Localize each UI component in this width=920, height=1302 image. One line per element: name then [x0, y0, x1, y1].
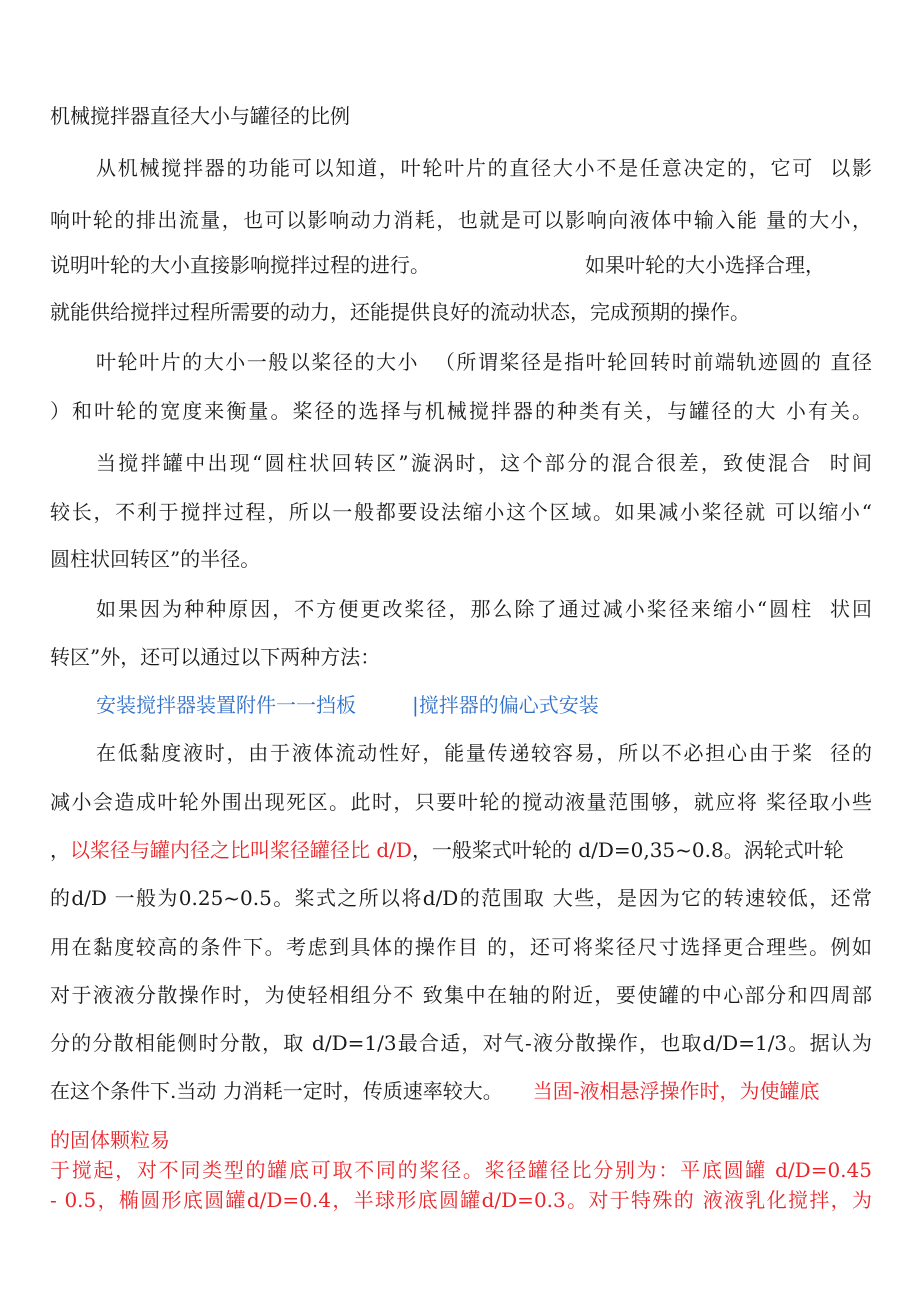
- paragraph-5-line-6: 对于液液分散操作时，为使轻相组分不 致集中在轴的附近，要使罐的中心部分和四周部: [50, 983, 872, 1007]
- paragraph-3-line-1: 当搅拌罐中出现“圆柱状回转区”漩涡时，这个部分的混合很差，致使混合 时间: [96, 451, 872, 475]
- line-3-comma: ，: [50, 838, 70, 862]
- paragraph-4-line-1: 如果因为种种原因，不方便更改桨径，那么除了通过减小桨径来缩小“圆柱 状回: [96, 597, 872, 621]
- paragraph-2-line-2: ）和叶轮的宽度来衡量。桨径的选择与机械搅拌器的种类有关，与罐径的大 小有关。: [50, 399, 872, 423]
- paragraph-5-line-8: [50, 1076, 872, 1106]
- method-eccentric-link[interactable]: |搅拌器的偏心式安装: [412, 693, 599, 717]
- paragraph-5-line-11: - 0.5，椭圆形底圆罐d/D=0.4，半球形底圆罐d/D=0.3。对于特殊的 液液乳化搅拌，为: [50, 1188, 872, 1212]
- paragraph-5-line-2: 减小会造成叶轮外围出现死区。此时，只要叶轮的搅动液量范围够，就应将 桨径取小些: [50, 790, 872, 814]
- paragraph-2-line-1: 叶轮叶片的大小一般以桨径的大小 （所谓桨径是指叶轮回转时前端轨迹圆的 直径: [96, 350, 872, 374]
- paragraph-1-line-4: 就能供给搅拌过程所需要的动力，还能提供良好的流动状态，完成预期的操作。: [50, 300, 750, 324]
- paragraph-1-line-1: 从机械搅拌器的功能可以知道，叶轮叶片的直径大小不是任意决定的，它可 以影: [96, 156, 872, 180]
- paragraph-1-line-3a: 说明叶轮的大小直接影响搅拌过程的进行。: [50, 253, 430, 277]
- paragraph-4-line-2: 转区”外，还可以通过以下两种方法：: [50, 645, 381, 669]
- paragraph-3-line-2: 较长，不利于搅拌过程，所以一般都要设法缩小这个区域。如果减小桨径就 可以缩小“: [50, 500, 872, 524]
- paragraph-5-line-9: 的固体颗粒易: [50, 1128, 170, 1152]
- paragraph-5-line-1: 在低黏度液时，由于液体流动性好，能量传递较容易，所以不必担心由于桨 径的: [96, 741, 872, 765]
- line-3-rest: ，一般桨式叶轮的 d/D=0,35~0.8。涡轮式叶轮: [411, 838, 844, 862]
- paragraph-1-line-2: 响叶轮的排出流量，也可以影响动力消耗，也就是可以影响向液体中输入能 量的大小，: [50, 208, 872, 232]
- method-baffle-link[interactable]: 安装搅拌器装置附件一一挡板: [96, 693, 356, 717]
- paragraph-5-line-5: 用在黏度较高的条件下。考虑到具体的操作目 的，还可将桨径尺寸选择更合理些。例如: [50, 935, 872, 959]
- paragraph-5-line-10: 于搅起，对不同类型的罐底可取不同的桨径。桨径罐径比分别为：平底圆罐 d/D=0.45: [50, 1158, 872, 1182]
- page-title: 机械搅拌器直径大小与罐径的比例: [50, 104, 350, 128]
- paragraph-5-line-3: [50, 835, 872, 865]
- line-8-text: 在这个条件下.当动 力消耗一定时，传质速率较大。: [50, 1079, 503, 1103]
- paragraph-1-line-3b: 如果叶轮的大小选择合理，: [585, 253, 825, 277]
- paragraph-5-line-7: 分的分散相能侧时分散，取 d/D=1/3最合适，对气-液分散操作，也取d/D=1/3。据认为: [50, 1031, 872, 1055]
- paragraph-5-line-4: 的d/D 一般为0.25~0.5。桨式之所以将d/D的范围取 大些，是因为它的转速较低，还常: [50, 886, 872, 910]
- highlight-suspension: 当固-液相悬浮操作时，为使罐底: [532, 1079, 820, 1103]
- paragraph-3-line-3: 圆柱状回转区”的半径。: [50, 547, 261, 571]
- highlight-definition: 以桨径与罐内径之比叫桨径罐径比 d/D: [70, 838, 412, 862]
